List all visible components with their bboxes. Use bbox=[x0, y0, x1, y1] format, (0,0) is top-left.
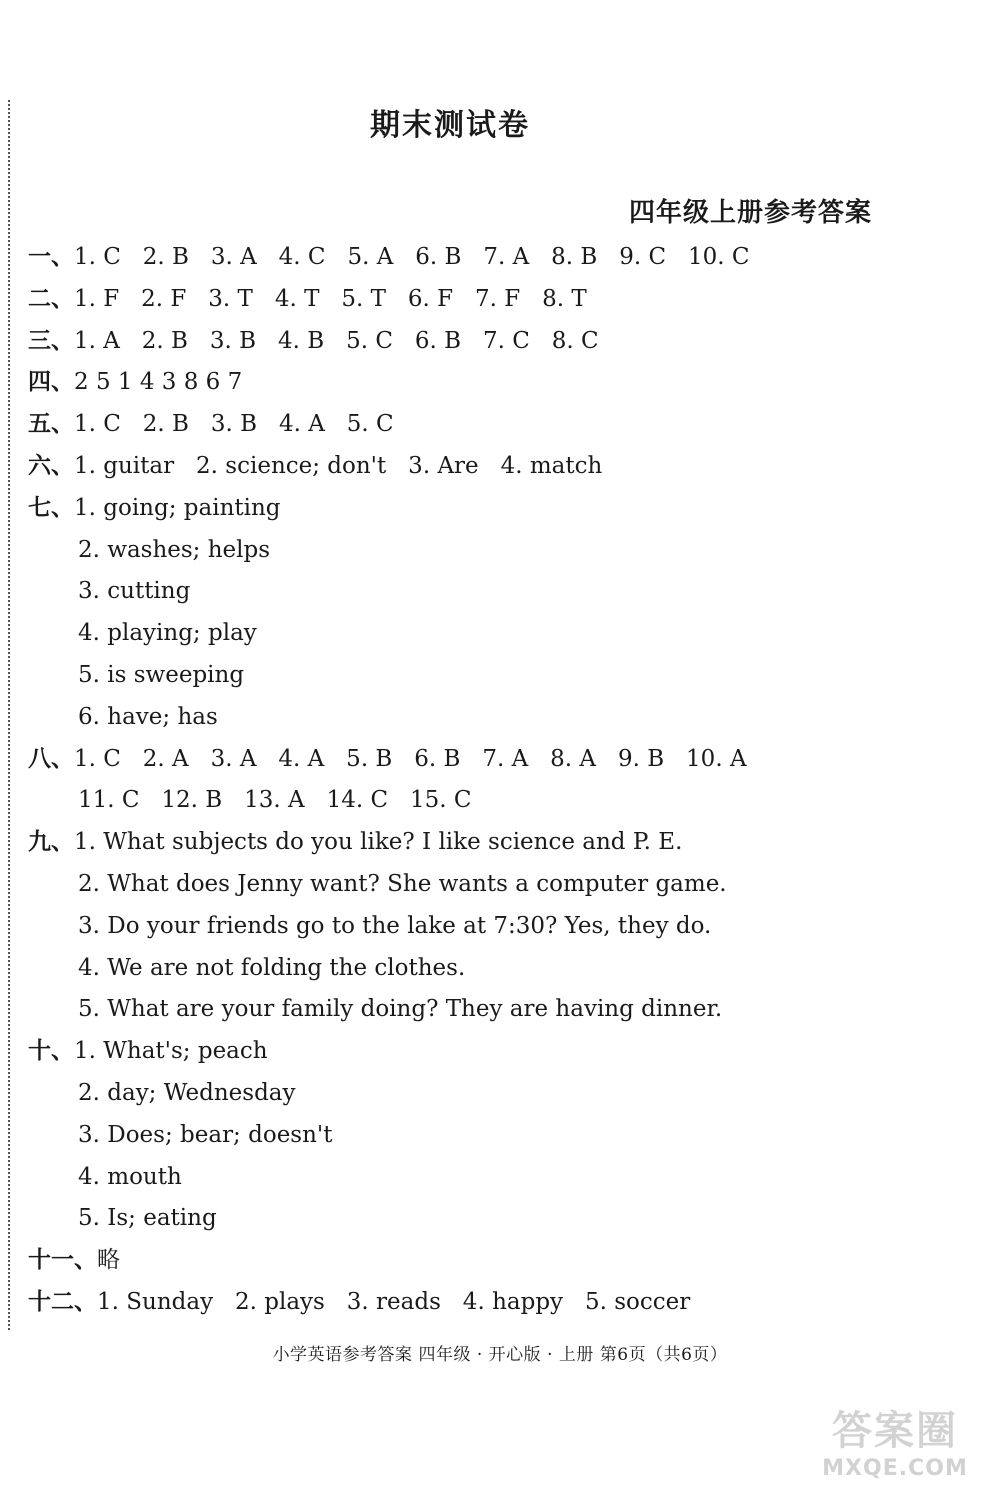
answer-text: 5. is sweeping bbox=[78, 661, 245, 688]
section-label: 八、 bbox=[28, 745, 74, 772]
page-title: 期末测试卷 bbox=[370, 108, 530, 143]
answer-text: 1. guitar 2. science; don't 3. Are 4. match bbox=[74, 452, 603, 479]
answer-text: 3. cutting bbox=[78, 578, 191, 605]
answer-text: 1. C 2. A 3. A 4. A 5. B 6. B 7. A 8. A 9. B 10. A bbox=[74, 745, 747, 772]
section-label: 五、 bbox=[28, 411, 74, 438]
answer-text: 5. What are your family doing? They are having dinner. bbox=[78, 996, 723, 1023]
section-label: 三、 bbox=[28, 327, 74, 354]
section-label: 二、 bbox=[28, 285, 74, 312]
answer-text: 1. What's; peach bbox=[74, 1038, 268, 1065]
answer-line bbox=[28, 237, 928, 279]
answer-line bbox=[28, 697, 928, 739]
section-label: 九、 bbox=[28, 829, 74, 856]
section-label: 十、 bbox=[28, 1038, 74, 1065]
answer-line bbox=[28, 530, 928, 572]
answer-line bbox=[28, 906, 928, 948]
page-subtitle: 四年级上册参考答案 bbox=[628, 198, 872, 228]
answer-line bbox=[28, 279, 928, 321]
answer-text: 1. Sunday 2. plays 3. reads 4. happy 5. soccer bbox=[97, 1288, 691, 1315]
answer-text: 2. washes; helps bbox=[78, 536, 271, 563]
answer-line bbox=[28, 864, 928, 906]
binding-margin-rule bbox=[8, 100, 10, 1330]
answer-line bbox=[28, 1198, 928, 1240]
answer-text: 4. mouth bbox=[78, 1163, 182, 1190]
answer-line bbox=[28, 488, 928, 530]
answer-line bbox=[28, 780, 928, 822]
answer-text: 2. What does Jenny want? She wants a computer game. bbox=[78, 870, 727, 897]
answer-text: 1. A 2. B 3. B 4. B 5. C 6. B 7. C 8. C bbox=[74, 327, 599, 354]
answer-line bbox=[28, 321, 928, 363]
answer-line bbox=[28, 1031, 928, 1073]
answer-line bbox=[28, 362, 928, 404]
answer-line bbox=[28, 1157, 928, 1199]
answer-line bbox=[28, 822, 928, 864]
answer-line bbox=[28, 613, 928, 655]
answer-text: 2. day; Wednesday bbox=[78, 1079, 296, 1106]
watermark-text-en: MXQE.COM bbox=[822, 1456, 968, 1481]
answer-line bbox=[28, 446, 928, 488]
answer-line bbox=[28, 655, 928, 697]
section-label: 七、 bbox=[28, 494, 74, 521]
answer-line bbox=[28, 404, 928, 446]
answer-text: 1. What subjects do you like? I like science and P. E. bbox=[74, 829, 683, 856]
answer-text: 6. have; has bbox=[78, 703, 218, 730]
answer-line bbox=[28, 989, 928, 1031]
answer-line bbox=[28, 739, 928, 781]
answer-text: 11. C 12. B 13. A 14. C 15. C bbox=[78, 787, 472, 814]
answer-text: 4. playing; play bbox=[78, 620, 257, 647]
answer-text: 3. Does; bear; doesn't bbox=[78, 1121, 333, 1148]
answer-text: 2 5 1 4 3 8 6 7 bbox=[74, 369, 243, 396]
answer-text: 3. Do your friends go to the lake at 7:30? Yes, they do. bbox=[78, 912, 712, 939]
watermark-text-cn: 答案圈 bbox=[832, 1408, 958, 1454]
answer-line bbox=[28, 1115, 928, 1157]
answer-text: 5. Is; eating bbox=[78, 1205, 217, 1232]
answer-line bbox=[28, 571, 928, 613]
section-label: 四、 bbox=[28, 369, 74, 396]
page-footer: 小学英语参考答案 四年级 · 开心版 · 上册 第6页（共6页） bbox=[272, 1345, 728, 1365]
answer-text: 4. We are not folding the clothes. bbox=[78, 954, 466, 981]
answer-text: 略 bbox=[97, 1247, 120, 1274]
answer-list bbox=[28, 237, 928, 1324]
answer-text: 1. F 2. F 3. T 4. T 5. T 6. F 7. F 8. T bbox=[74, 285, 587, 312]
answer-line bbox=[28, 1282, 928, 1324]
section-label: 十一、 bbox=[28, 1247, 97, 1274]
answer-text: 1. going; painting bbox=[74, 494, 281, 521]
answer-line bbox=[28, 948, 928, 990]
answer-line bbox=[28, 1240, 928, 1282]
answer-text: 1. C 2. B 3. B 4. A 5. C bbox=[74, 411, 394, 438]
watermark-logo bbox=[810, 1399, 980, 1481]
answer-text: 1. C 2. B 3. A 4. C 5. A 6. B 7. A 8. B 9. C 10. C bbox=[74, 244, 750, 270]
section-label: 一、 bbox=[28, 244, 74, 270]
section-label: 十二、 bbox=[28, 1288, 97, 1315]
section-label: 六、 bbox=[28, 452, 74, 479]
answer-line bbox=[28, 1073, 928, 1115]
